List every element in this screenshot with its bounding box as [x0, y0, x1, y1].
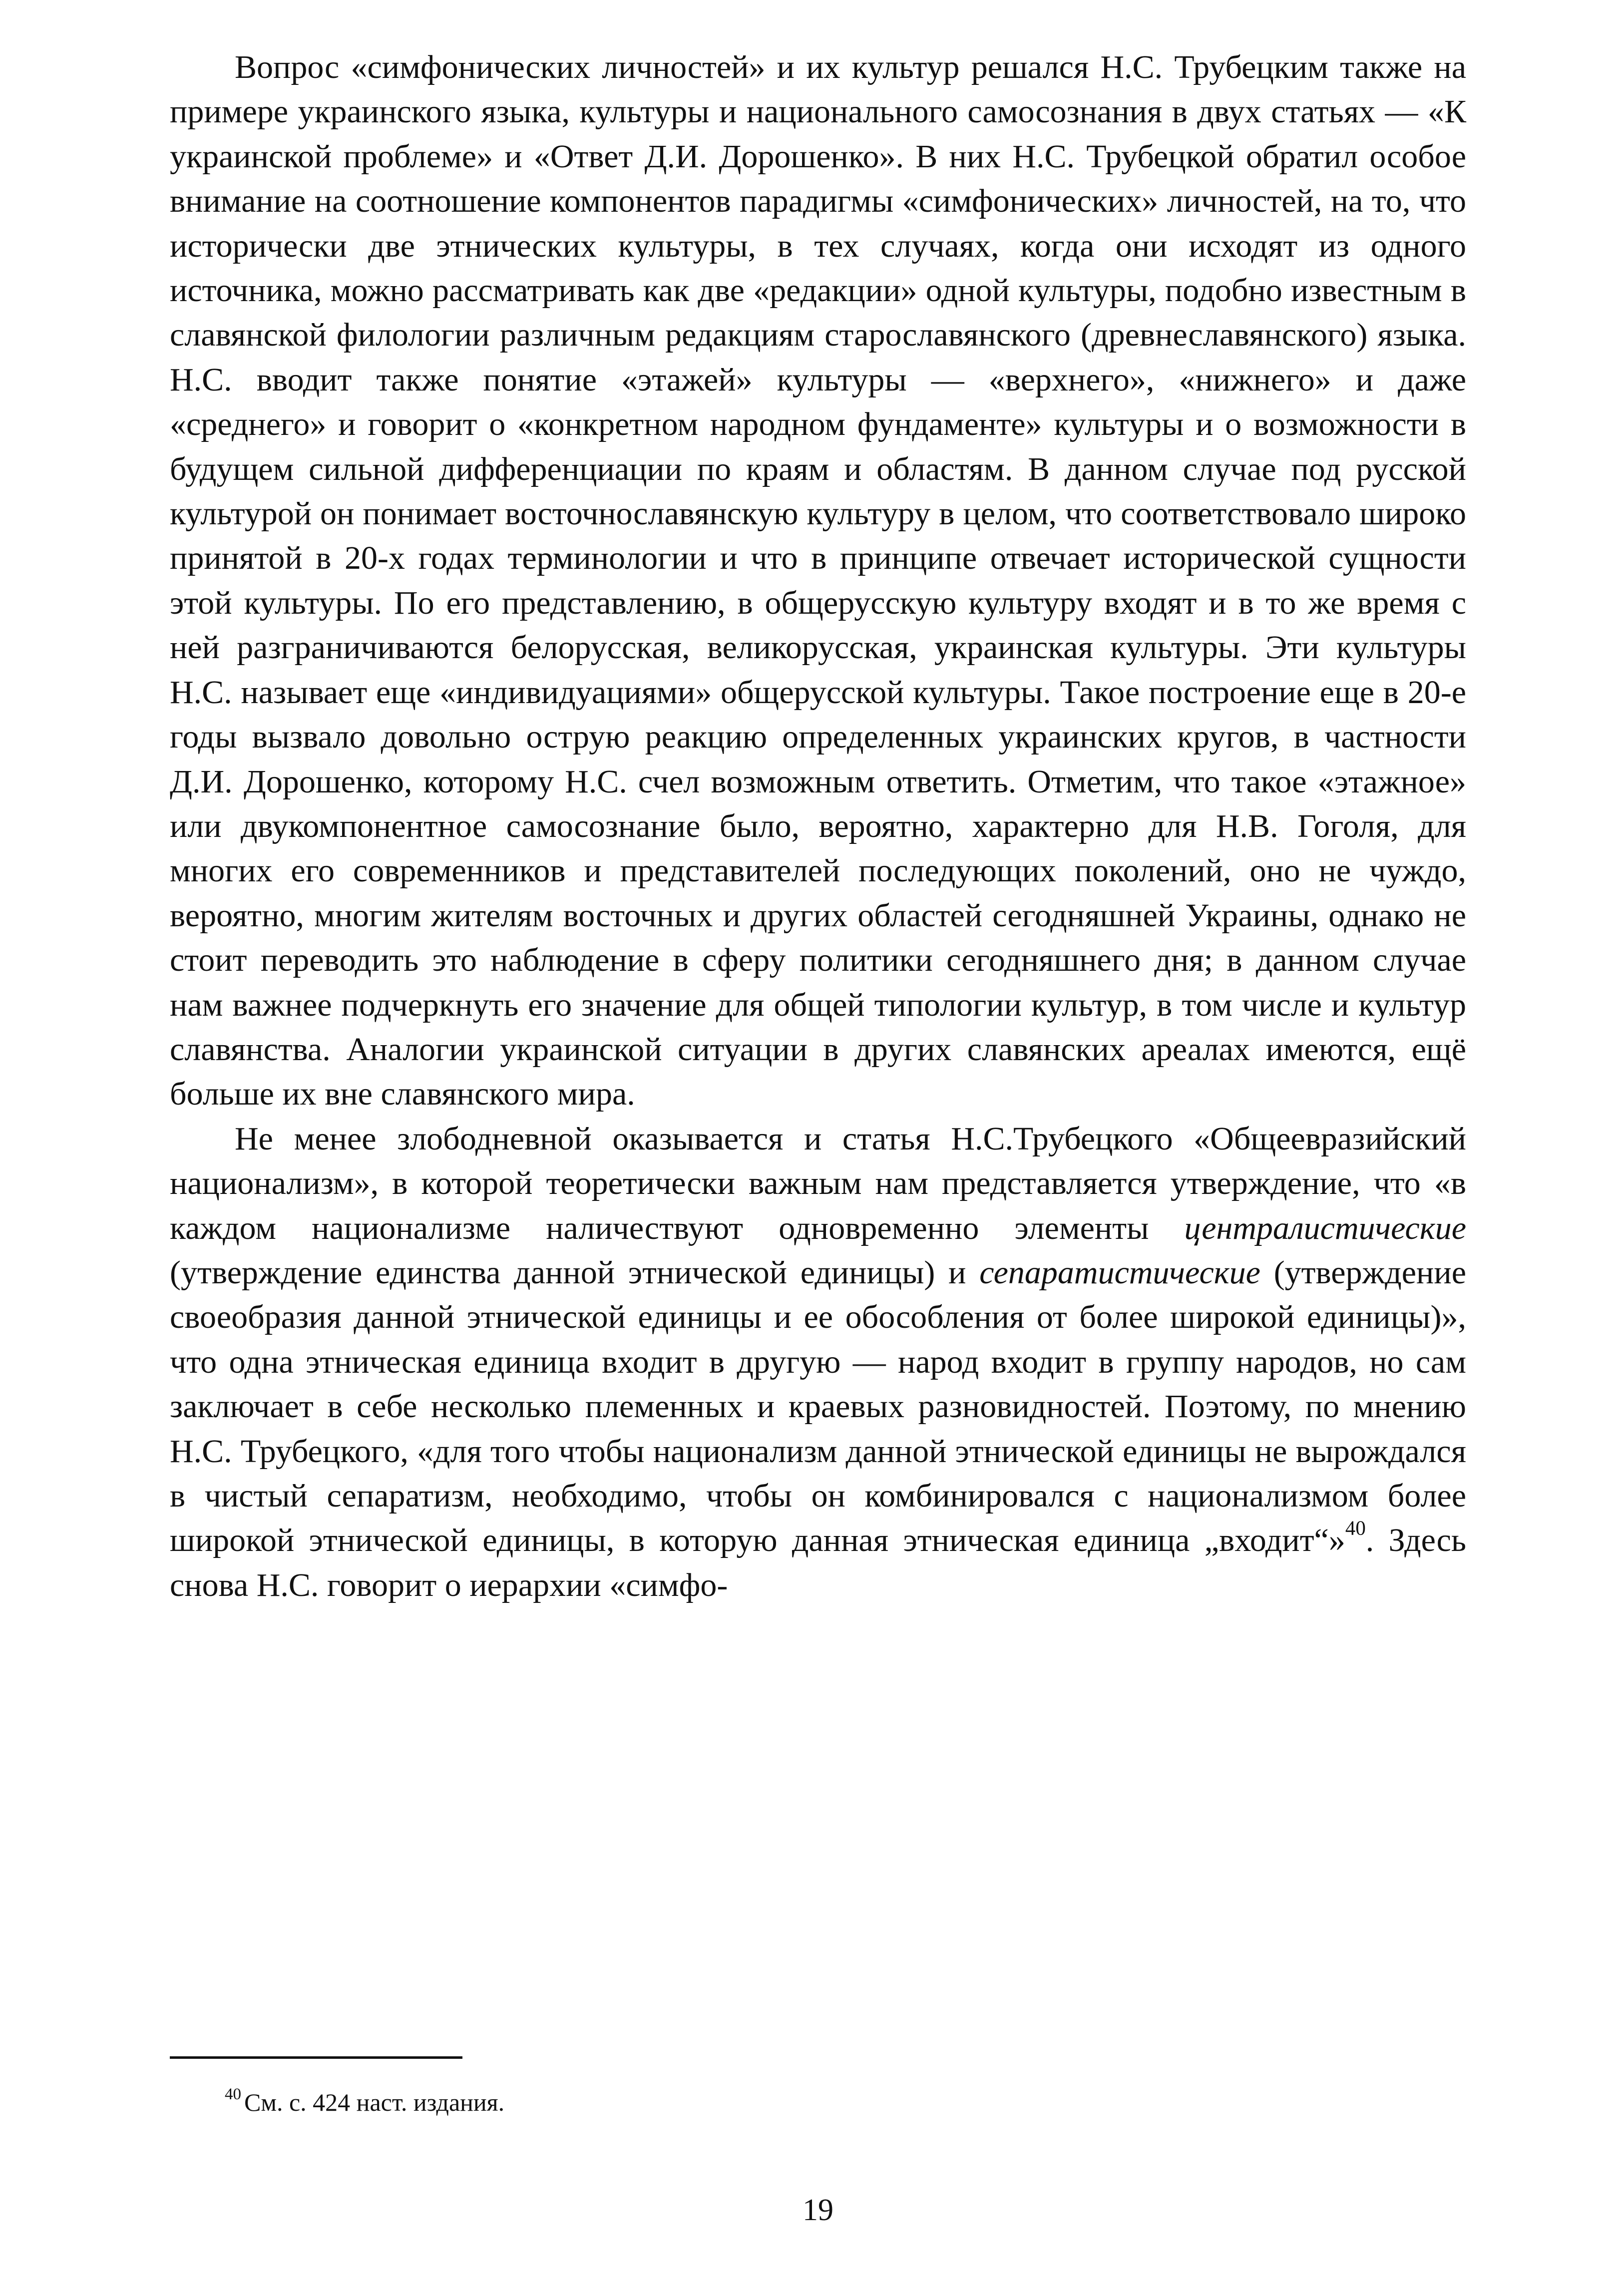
paragraph-2: [170, 1117, 1466, 1607]
footnote-number: 40: [225, 2085, 241, 2103]
paragraph-2-text-d: . Здесь снова Н.С. говорит о иерархии «симфо-: [170, 1522, 1466, 1603]
footnote-divider: [170, 2056, 462, 2059]
paragraph-2-text-a: Не менее злободневной оказывается и статья Н.С.Трубецкого «Общеевразийский национализм», в которой теоретически важным нам представляется утверждение, что «в каждом национализме наличествуют одновременно элементы: [170, 1120, 1466, 1246]
footnote: [225, 2087, 504, 2117]
paragraph-1: Вопрос «симфонических личностей» и их культур решался Н.С. Трубецким также на примере украинского языка, культуры и национального самосознания в двух статьях — «К украинской проблеме» и «Ответ Д.И. Дорошенко». В них Н.С. Трубецкой обратил особое внимание на соотношение компонентов парадигмы «симфонических» личностей, на то, что исторически две этнических культуры, в тех случаях, когда они исходят из одного источника, можно рассматривать как две «редакции» одной культуры, подобно известным в славянской филологии различным редакциям старославянского (древнеславянского) языка. Н.С. вводит также понятие «этажей» культуры — «верхнего», «нижнего» и даже «среднего» и говорит о «конкретном народном фундаменте» культуры и о возможности в будущем сильной дифференциации по краям и областям. В данном случае под русской культурой он понимает восточнославянскую культуру в целом, что соответствовало широко принятой в 20-х годах терминологии и что в принципе отвечает исторической сущности этой культуры. По его представлению, в общерусскую культуру входят и в то же время с ней разграничиваются белорусская, великорусская, украинская культуры. Эти культуры Н.С. называет еще «индивидуациями» общерусской культуры. Такое построение еще в 20-е годы вызвало довольно острую реакцию определенных украинских кругов, в частности Д.И. Дорошенко, которому Н.С. счел возможным ответить. Отметим, что такое «этажное» или двукомпонентное самосознание было, вероятно, характерно для Н.В. Гоголя, для многих его современников и представителей последующих поколений, оно не чуждо, вероятно, многим жителям восточных и других областей сегодняшней Украины, однако не стоит переводить это наблюдение в сферу политики сегодняшнего дня; в данном случае нам важнее подчеркнуть его значение для общей типологии культур, в том числе и культур славянства. Аналогии украинской ситуации в других славянских ареалах имеются, ещё больше их вне славянского мира.: [170, 49, 1466, 1113]
footnote-text: См. с. 424 наст. издания.: [244, 2088, 505, 2116]
italic-term-separatist: сепаратистические: [979, 1254, 1260, 1291]
italic-term-centralist: централистические: [1184, 1209, 1466, 1246]
paragraph-2-text-b: (утверждение единства данной этнической единицы) и: [170, 1254, 980, 1291]
paragraph-2-text-c: (утверждение своеобразия данной этнической единицы и ее обособления от более широкой единицы)», что одна этническая единица входит в другую — народ входит в группу народов, но сам заключает в себе несколько племенных и краевых разновидностей. Поэтому, по мнению Н.С. Трубецкого, «для того чтобы национализм данной этнической единицы не вырождался в чистый сепаратизм, необходимо, чтобы он комбинировался с национализмом более широкой этнической единицы, в которую данная этническая единица „входит“»: [170, 1254, 1466, 1559]
book-page: [170, 45, 1466, 2252]
page-number: 19: [803, 2193, 833, 2227]
footnote-reference[interactable]: 40: [1345, 1517, 1366, 1539]
